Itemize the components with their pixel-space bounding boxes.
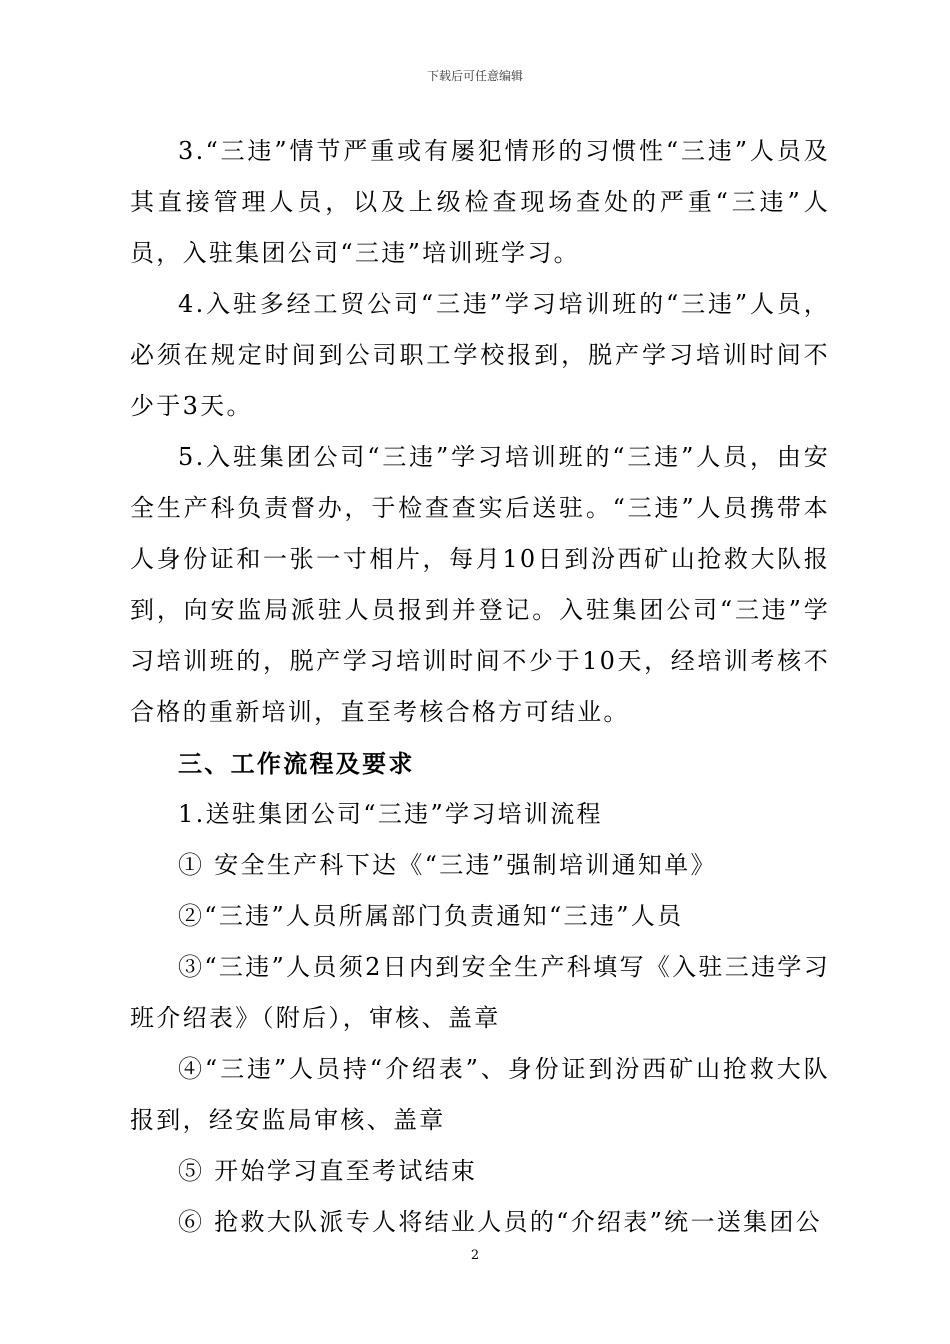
subsection-title: 1.送驻集团公司“三违”学习培训流程 [178, 800, 603, 828]
section-heading: 三、工作流程及要求 [178, 749, 415, 778]
step-3: ③“三违”人员须2日内到安全生产科填写《入驻三违学习班介绍表》（附后），审核、盖章 [130, 953, 830, 1032]
step-6: ⑥ 抢救大队派专人将结业人员的“介绍表”统一送集团公 [178, 1208, 822, 1236]
page-number: 2 [470, 1248, 480, 1263]
step-2: ②“三违”人员所属部门负责通知“三违”人员 [178, 902, 684, 930]
step-5: ⑤ 开始学习直至考试结束 [178, 1157, 478, 1185]
document-body [130, 126, 830, 1248]
paragraph-item-3: 3.“三违”情节严重或有屡犯情形的习惯性“三违”人员及其直接管理人员，以及上级检查现场查处的严重“三违”人员，入驻集团公司“三违”培训班学习。 [130, 137, 830, 267]
paragraph-item-5: 5.入驻集团公司“三违”学习培训班的“三违”人员，由安全生产科负责督办，于检查查实后送驻。“三违”人员携带本人身份证和一张一寸相片，每月10日到汾西矿山抢救大队报到，向安监局派驻人员报到并登记。入驻集团公司“三违”学习培训班的，脱产学习培训时间不少于10天，经培训考核不合格的重新培训，直至考核合格方可结业。 [130, 443, 830, 726]
step-4: ④“三违”人员持“介绍表”、身份证到汾西矿山抢救大队报到，经安监局审核、盖章 [130, 1055, 830, 1134]
step-1: ① 安全生产科下达《“三违”强制培训通知单》 [178, 851, 717, 879]
header-note: 下载后可任意编辑 [426, 69, 523, 83]
paragraph-item-4: 4.入驻多经工贸公司“三违”学习培训班的“三违”人员，必须在规定时间到公司职工学校报到，脱产学习培训时间不少于3天。 [130, 290, 830, 420]
